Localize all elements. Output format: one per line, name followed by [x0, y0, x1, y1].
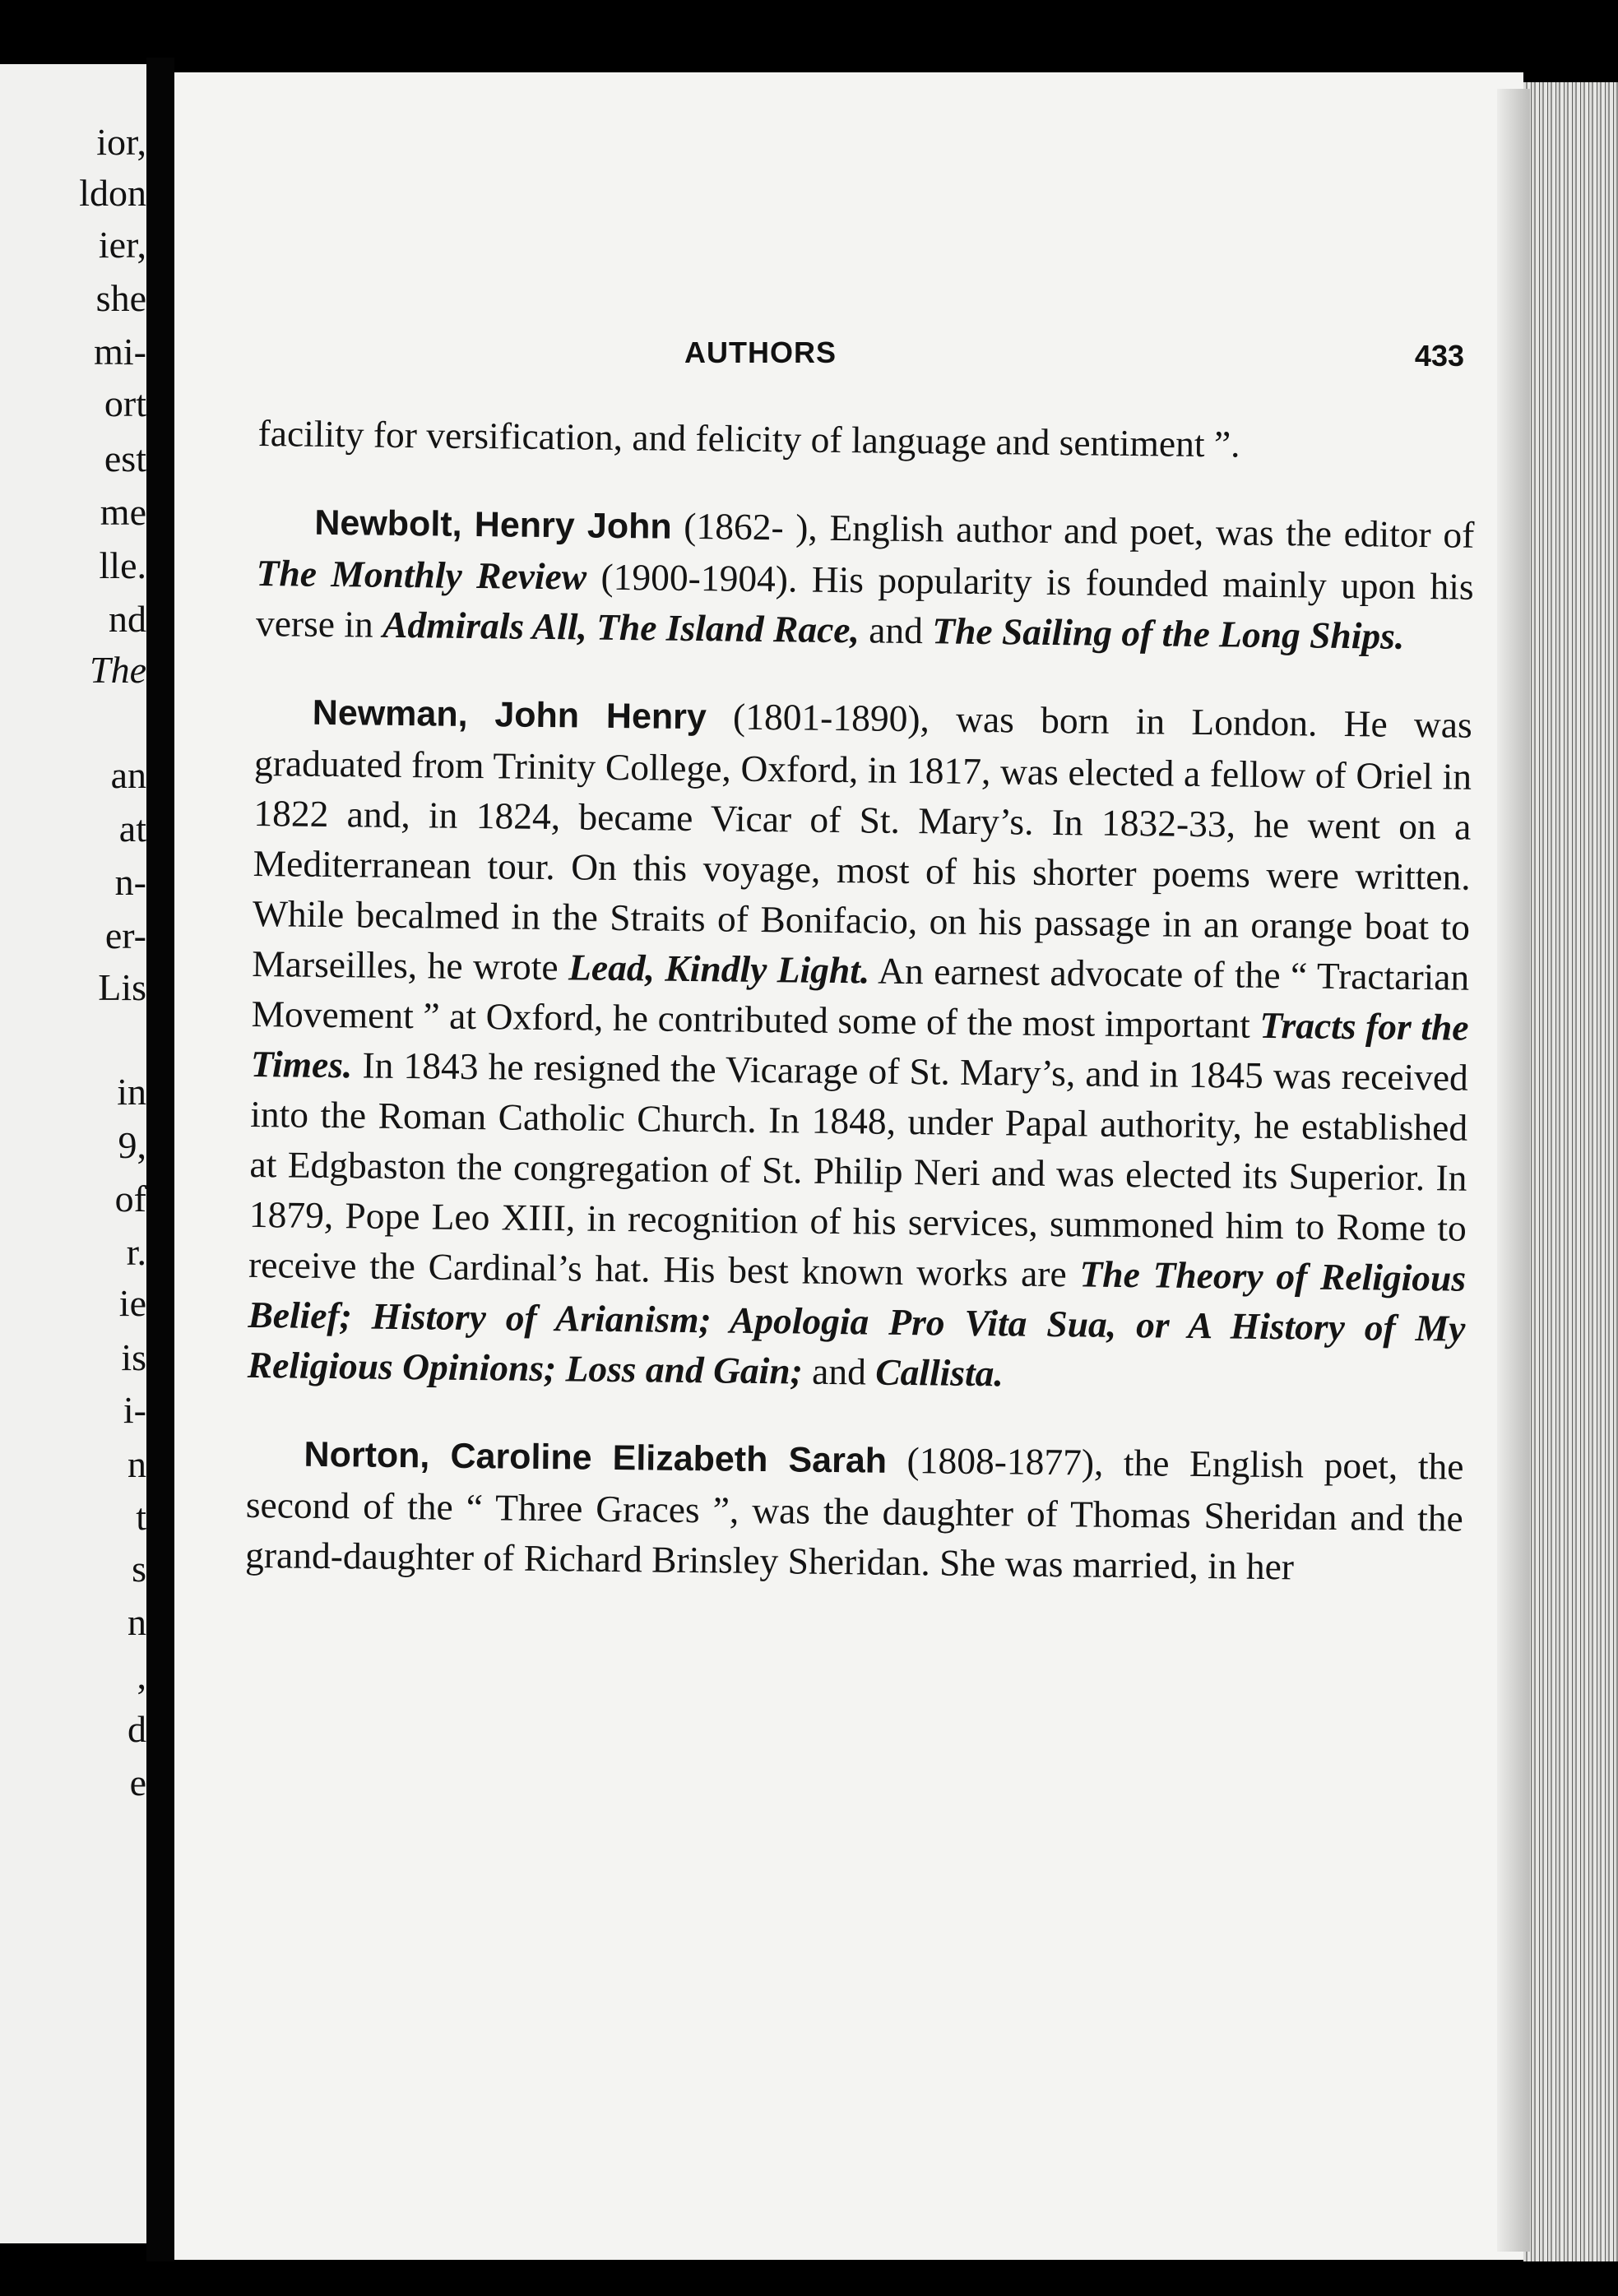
entry-text: and — [859, 609, 933, 652]
facing-page-text-fragment: she — [95, 277, 146, 319]
facing-page-text-fragment: The — [90, 649, 146, 691]
facing-page-text-fragment: an — [110, 754, 146, 796]
facing-page-text-fragment: r. — [126, 1231, 146, 1273]
work-title: Tracts for the Times. — [250, 1003, 1469, 1086]
facing-page-fragment — [0, 64, 146, 2243]
facing-page-text-fragment: 9, — [118, 1124, 146, 1166]
work-title: Lead, Kindly Light. — [568, 946, 870, 992]
page-number: 433 — [1414, 339, 1464, 373]
facing-page-text-fragment: er- — [104, 914, 146, 956]
facing-page-text-fragment: t — [136, 1496, 146, 1538]
facing-page-text-fragment: at — [118, 808, 146, 849]
entry-text: (1808-1877), the English poet, the second of the “ Three Graces ”, was the daughter of Thomas Sheridan and the grand-daughter of Richard Brinsley Sheridan. She was married, in her — [244, 1438, 1464, 1588]
entry-text: In 1843 he resigned the Vicarage of St. Mary’s, and in 1845 was received into the Roman Catholic Church. In 1848, under Papal authority, he established at Edgbaston the congregation of St. Philip Neri and was elected its Superior. In 1879, Pope Leo XIII, in recognition of his services, summoned him to Rome to receive the Cardinal’s hat. His best known works are — [248, 1044, 1469, 1295]
page-body-text — [245, 408, 1476, 1594]
facing-page-text-fragment: n- — [114, 861, 146, 903]
facing-page-text-fragment: nd — [109, 598, 146, 640]
work-title: The Monthly Review — [256, 551, 587, 598]
entry-text: (1900-1904). His popularity is founded mainly upon his verse in — [255, 555, 1474, 646]
facing-page-text-fragment: ie — [118, 1282, 146, 1324]
facing-page-text-fragment: ier, — [98, 224, 146, 266]
continued-paragraph — [257, 408, 1476, 472]
entry-text: and — [802, 1349, 876, 1393]
work-title: The Sailing of the Long Ships. — [932, 609, 1405, 657]
facing-page-text-fragment: ldon — [79, 172, 146, 214]
facing-page-text-fragment: is — [121, 1336, 146, 1378]
book-gutter — [146, 58, 174, 2261]
facing-page-text-fragment: mi- — [94, 331, 146, 373]
facing-page-text-fragment: i- — [123, 1389, 146, 1431]
facing-page-text-fragment: lle. — [99, 544, 146, 586]
page-edge-shadow — [1497, 89, 1530, 2252]
facing-page-text-fragment: of — [114, 1178, 146, 1220]
entry-text: facility for versification, and felicity of language and sentiment ”. — [257, 411, 1240, 465]
running-head — [174, 336, 1523, 385]
facing-page-text-fragment: me — [100, 491, 146, 533]
facing-page-text-fragment: d — [127, 1708, 146, 1750]
author-name: Newman, John Henry — [312, 692, 707, 738]
author-entry — [247, 686, 1472, 1404]
facing-page-text-fragment: n — [127, 1601, 146, 1643]
work-title: The Theory of Religious Belief; History of Arianism; Apologia Pro Vita Sua, or A History of My Religious Opinions; Loss and Gain; — [247, 1252, 1467, 1392]
author-entry — [245, 1428, 1464, 1594]
author-name: Norton, Caroline Elizabeth Sarah — [304, 1434, 888, 1481]
work-title: Callista. — [874, 1350, 1004, 1395]
entry-text: (1862- ), English author and poet, was the editor of — [671, 504, 1475, 556]
facing-page-text-fragment: n — [127, 1443, 146, 1485]
work-title: Admirals All, The Island Race, — [382, 603, 860, 651]
author-entry — [256, 496, 1475, 662]
facing-page-text-fragment: , — [137, 1655, 146, 1697]
facing-page-text-fragment: s — [132, 1548, 146, 1590]
entry-text: An earnest advocate of the “ Tractarian Movement ” at Oxford, he contributed some of the most important — [251, 949, 1470, 1046]
page-edges — [1523, 82, 1618, 2261]
facing-page-text-fragment: in — [117, 1071, 146, 1113]
running-title: AUTHORS — [684, 336, 837, 369]
facing-page-text-fragment: e — [129, 1761, 146, 1803]
facing-page-text-fragment: Lis — [98, 966, 146, 1008]
facing-page-text-fragment: ort — [104, 382, 146, 424]
book-page — [174, 72, 1523, 2260]
facing-page-text-fragment: est — [104, 437, 146, 479]
entry-text: (1801-1890), was born in London. He was graduated from Trinity College, Oxford, in 1817, was elected a fellow of Oriel in 1822 and, in 1824, became Vicar of St. Mary’s. In 1832-33, he went on a Mediterranean tour. On this voyage, most of his shorter poems were written. While becalmed in the Straits of Bonifacio, on his passage in an orange boat to Marseilles, he wrote — [252, 695, 1473, 988]
author-name: Newbolt, Henry John — [314, 502, 672, 547]
facing-page-text-fragment: ior, — [96, 121, 146, 163]
